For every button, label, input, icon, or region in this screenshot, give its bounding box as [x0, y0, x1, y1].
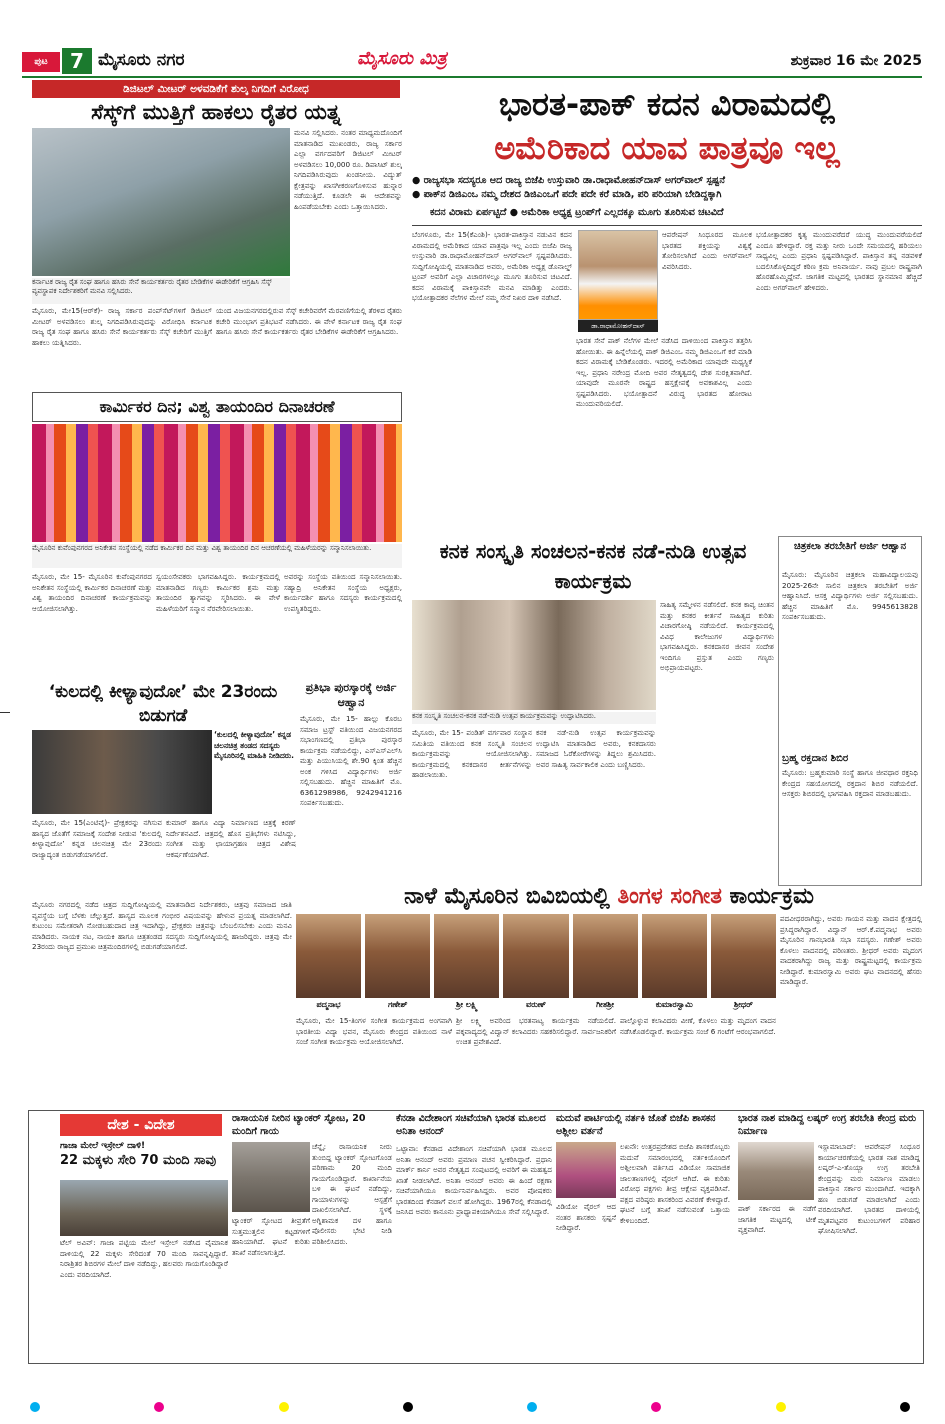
- main-subhead-1: ● ರಾಜ್ಯಸಭಾ ಸದಸ್ಯರೂ ಆದ ರಾಜ್ಯ ಬಿಜೆಪಿ ಉಸ್ತುವಾರಿ ಡಾ.ರಾಧಾಮೋಹನ್‌ದಾಸ್ ಅಗರ್‌ವಾಲ್ ಸ್ಪಷ್ಟನೆ: [412, 175, 725, 186]
- main-text-col2: ಆಪರೇಷನ್ ಸಿಂಧೂರದ ಮೂಲಕ ಭಾರತದ ಶಕ್ತಿಯನ್ನು ವಿಶ್ವಕ್ಕೆ ತೋರಿಸಲಾಗಿದೆ ಎಂದು ಅಗರ್‌ವಾಲ್ ವಿವರಿಸಿದರು.: [662, 230, 752, 271]
- tanker-text: ಚೆನ್ನೈ: ರಾಸಾಯನಿಕ ನೀರು ತುಂಬಿದ್ದ ಟ್ಯಾಂಕರ್ ಸ್ಫೋಟಗೊಂಡ ಪರಿಣಾಮ 20 ಮಂದಿ ಗಾಯಗೊಂಡಿದ್ದಾರೆ. ಕಾರ್ಖಾನೆಯ ಬಳಿ ಈ ಘಟನೆ ನಡೆದಿದ್ದು, ಗಾಯಾಳುಗಳನ್ನು ಆಸ್ಪತ್ರೆಗೆ ದಾಖಲಿಸಲಾಗಿದೆ. ಸ್ಥಳಕ್ಕೆ ಅಗ್ನಿಶಾಮಕ ದಳ ಹಾಗೂ ಪೊಲೀಸರು ಭೇಟಿ ನೀಡಿ ಪರಿಶೀಲಿಸಿದರು.: [312, 1142, 392, 1246]
- lashkar-photo: [738, 1142, 814, 1200]
- story6-text-col2: ಮೈಸೂರು, ಮೇ 15- ಪಂಡಿತ್ ವರ್ಗವಾರ ಸಂಸ್ಥಾನ ಸಮಿತಿಯ ವತಿಯಿಂದ ಕನಕ ಸಂಸ್ಕೃತಿ ಸಂಚಲನ ಕಾರ್ಯಕ್ರಮವನ್ನು ಆಯೋಜಿಸಲಾಗಿತ್ತು. ಕಾರ್ಯಕ್ರಮದಲ್ಲಿ ಕನಕದಾಸರ ಕೀರ್ತನೆಗಳನ್ನು ಹಾಡಲಾಯಿತು.: [412, 728, 532, 779]
- main-headline-line2: ಅಮೆರಿಕಾದ ಯಾವ ಪಾತ್ರವೂ ಇಲ್ಲ: [494, 129, 840, 167]
- story7-text-col2: ಶ್ರೀ ಲಕ್ಷ್ಮಿ ಅವರಿಂದ ಭರತನಾಟ್ಯ ಕಾರ್ಯಕ್ರಮ ನಡೆಯಲಿದೆ. ಪಕ್ಕವಾದ್ಯದಲ್ಲಿ ವಿದ್ವಾನ್ ಕಲಾವಿದರು ಸಹಕರಿಸಲಿದ್ದಾರೆ. ಸಾರ್ವಜನಿಕರಿಗೆ ಉಚಿತ ಪ್ರವೇಶವಿದೆ.: [456, 1016, 616, 1046]
- tanker-text-2: ಟ್ಯಾಂಕರ್ ಸ್ಫೋಟದ ತೀವ್ರತೆಗೆ ಸುತ್ತಮುತ್ತಲಿನ ಕಟ್ಟಡಗಳಿಗೆ ಹಾನಿಯಾಗಿದೆ. ಘಟನೆ ಕುರಿತು ತನಿಖೆ ನಡೆಸಲಾಗುತ್ತಿದೆ.: [232, 1216, 310, 1257]
- main-portrait-photo: [578, 230, 658, 320]
- story1-caption: ಕರ್ನಾಟಕ ರಾಜ್ಯ ರೈತ ಸಂಘ ಹಾಗೂ ಹಸಿರು ಸೇನೆ ಕಾರ್ಯಕರ್ತರು ರೈತರ ಬೇಡಿಕೆಗಳ ಈಡೇರಿಕೆಗೆ ಆಗ್ರಹಿಸಿ ಸೆಸ್ಕ್ ವ್ಯವಸ್ಥಾಪಕ ನಿರ್ದೇಶಕರಿಗೆ ಮನವಿ ಸಲ್ಲಿಸಿದರು.: [32, 278, 290, 304]
- story6-text-col1: ಸಾಹಿತ್ಯ ಸಮ್ಮೇಳನ ನಡೆಸಲಿದೆ. ಕನಕ ಕಾವ್ಯ ಚಿಂತನ ಮತ್ತು ಕನಕರ ಕೀರ್ತನೆ ಸಾಹಿತ್ಯದ ಕುರಿತು ವಿಚಾರಗೋಷ್ಠಿ ನಡೆಯಲಿದೆ. ಕಾರ್ಯಕ್ರಮದಲ್ಲಿ ವಿವಿಧ ಕಾಲೇಜುಗಳ ವಿದ್ಯಾರ್ಥಿಗಳು ಭಾಗವಹಿಸಿದ್ದರು. ಕನಕದಾಸರ ಜೀವನ ಸಂದೇಶ ಇಂದಿಗೂ ಪ್ರಸ್ತುತ ಎಂದು ಗಣ್ಯರು ಅಭಿಪ್ರಾಯಪಟ್ಟರು.: [660, 600, 774, 672]
- story6-text-col3: ಕನಕ ನಡೆ-ನುಡಿ ಉತ್ಸವ ಕಾರ್ಯಕ್ರಮವನ್ನು ಉದ್ಘಾಟಿಸಿ ಮಾತನಾಡಿದ ಅವರು, ಕನಕದಾಸರು ಸಮಾಜದ ಓರೆಕೋರೆಗಳನ್ನು ತಿದ್ದಲು ಶ್ರಮಿಸಿದರು. ಅವರ ಸಾಹಿತ್ಯ ಸಾರ್ವಕಾಲಿಕ ಎಂದು ಬಣ್ಣಿಸಿದರು.: [536, 728, 656, 769]
- canada-headline: ಕೆನಡಾ ವಿದೇಶಾಂಗ ಸಚಿವೆಯಾಗಿ ಭಾರತ ಮೂಲದ ಅನಿತಾ ಆನಂದ್: [396, 1113, 546, 1137]
- mla-text: ಲಖನೌ: ಉತ್ತರಪ್ರದೇಶದ ಬಿಜೆಪಿ ಶಾಸಕರೊಬ್ಬರು ಮದುವೆ ಸಮಾರಂಭದಲ್ಲಿ ನರ್ತಕಿಯೊಂದಿಗೆ ಅಶ್ಲೀಲವಾಗಿ ವರ್ತಿಸಿದ ವಿಡಿಯೋ ಸಾಮಾಜಿಕ ಜಾಲತಾಣಗಳಲ್ಲಿ ವೈರಲ್ ಆಗಿದೆ. ಈ ಕುರಿತು ವಿರೋಧ ಪಕ್ಷಗಳು ತೀವ್ರ ಆಕ್ಷೇಪ ವ್ಯಕ್ತಪಡಿಸಿವೆ. ಪಕ್ಷದ ವರಿಷ್ಠರು ಶಾಸಕರಿಂದ ವಿವರಣೆ ಕೇಳಿದ್ದಾರೆ. ಘಟನೆ ಬಗ್ಗೆ ತನಿಖೆ ನಡೆಸುವಂತೆ ಒತ್ತಾಯ ಕೇಳಿಬಂದಿದೆ.: [620, 1142, 730, 1225]
- performer: [365, 914, 430, 1014]
- performer: [503, 914, 568, 1014]
- magenta-dot: [651, 1402, 661, 1412]
- gaza-photo: [60, 1180, 228, 1236]
- performer-photo: [711, 914, 776, 998]
- performer-photo: [365, 914, 430, 998]
- main-subhead-2: ● ಪಾಕ್‌ನ ಡಿಜಿಎಂಒ ನಮ್ಮ ದೇಶದ ಡಿಜಿಎಂಒಗೆ ಪದೇ ಪದೇ ಕರೆ ಮಾಡಿ, ಪರಿ ಪರಿಯಾಗಿ ಬೇಡಿದ್ದಕ್ಕಾಗಿ: [412, 189, 722, 200]
- story1-headline: ಸೆಸ್ಕ್‌ಗೆ ಮುತ್ತಿಗೆ ಹಾಕಲು ರೈತರ ಯತ್ನ: [91, 100, 341, 124]
- performer-photo: [573, 914, 638, 998]
- newspaper-logo: ಮೈಸೂರು ಮಿತ್ರ: [357, 48, 447, 69]
- performer-photo: [503, 914, 568, 998]
- story7-headline-highlight: ತಿಂಗಳ ಸಂಗೀತ: [617, 884, 722, 909]
- canada-text: ಒಟ್ಟಾವಾ: ಕೆನಡಾದ ವಿದೇಶಾಂಗ ಸಚಿವೆಯಾಗಿ ಭಾರತ ಮೂಲದ ಅನಿತಾ ಆನಂದ್ ಅವರು ಪ್ರಮಾಣ ವಚನ ಸ್ವೀಕರಿಸಿದ್ದಾರೆ. ಪ್ರಧಾನಿ ಮಾರ್ಕ್ ಕಾರ್ನಿ ಅವರ ನೇತೃತ್ವದ ಸಂಪುಟದಲ್ಲಿ ಅವರಿಗೆ ಈ ಮಹತ್ವದ ಖಾತೆ ನೀಡಲಾಗಿದೆ. ಅನಿತಾ ಆನಂದ್ ಅವರು ಈ ಹಿಂದೆ ರಕ್ಷಣಾ ಸಚಿವೆಯಾಗಿಯೂ ಕಾರ್ಯನಿರ್ವಹಿಸಿದ್ದರು. ಅವರ ಪೋಷಕರು ಭಾರತದಿಂದ ಕೆನಡಾಗೆ ವಲಸೆ ಹೋಗಿದ್ದರು. 1967ರಲ್ಲಿ ಕೆನಡಾದಲ್ಲಿ ಜನಿಸಿದ ಅವರು ಕಾನೂನು ಪ್ರಾಧ್ಯಾಪಕಿಯಾಗಿಯೂ ಸೇವೆ ಸಲ್ಲಿಸಿದ್ದಾರೆ.: [396, 1144, 552, 1216]
- sidebar-headline-1: ಚಿತ್ರಕಲಾ ತರಬೇತಿಗೆ ಅರ್ಜಿ ಆಹ್ವಾನ: [793, 541, 907, 552]
- performer: [573, 914, 638, 1014]
- black-dot: [900, 1402, 910, 1412]
- main-rule: [412, 225, 922, 226]
- performer-name: ಪದ್ಮನಾಭ: [316, 1000, 341, 1009]
- story3-headline: ‘ಕುಲದಲ್ಲಿ ಕೀಳ್ಯಾವುದೋ’ ಮೇ 23ರಂದು ಬಿಡುಗಡೆ: [48, 682, 278, 726]
- story2-headline: ಕಾರ್ಮಿಕರ ದಿನ; ವಿಶ್ವ ತಾಯಂದಿರ ದಿನಾಚರಣೆ: [32, 392, 402, 422]
- masthead: [22, 48, 922, 74]
- lashkar-text: ಇಸ್ಲಾಮಾಬಾದ್: ಆಪರೇಷನ್ ಸಿಂಧೂರ ಕಾರ್ಯಾಚರಣೆಯಲ್ಲಿ ಭಾರತ ನಾಶ ಮಾಡಿದ್ದ ಲಷ್ಕರ್-ಎ-ತೊಯ್ಬಾ ಉಗ್ರ ತರಬೇತಿ ಕೇಂದ್ರವನ್ನು ಮರು ನಿರ್ಮಾಣ ಮಾಡಲು ಪಾಕಿಸ್ತಾನ ಸರ್ಕಾರ ಮುಂದಾಗಿದೆ. ಇದಕ್ಕಾಗಿ ಹಣ ಬಿಡುಗಡೆ ಮಾಡಲಾಗಿದೆ ಎಂದು ವರದಿಯಾಗಿದೆ. ಭಾರತದ ದಾಳಿಯಲ್ಲಿ ಮೃತಪಟ್ಟವರ ಕುಟುಂಬಗಳಿಗೆ ಪರಿಹಾರ ಘೋಷಿಸಲಾಗಿದೆ.: [818, 1142, 920, 1235]
- main-text-col4: ಭಯೋತ್ಪಾದಕರ ಕೃತ್ಯ ಮುಂದುವರೆದರೆ ಯುದ್ಧ ಮುಂದುವರೆಯಲಿದೆ ಎಂದೂ ಹೇಳಿದ್ದಾರೆ. ರಕ್ತ ಮತ್ತು ನೀರು ಒಂದೇ ಸಮಯದಲ್ಲಿ ಹರಿಯಲು ಸಾಧ್ಯವಿಲ್ಲ ಎಂದು ಪ್ರಧಾನಿ ಸ್ಪಷ್ಟಪಡಿಸಿದ್ದಾರೆ. ಪಾಕಿಸ್ತಾನ ತನ್ನ ನಡವಳಿಕೆ ಬದಲಿಸಿಕೊಳ್ಳದಿದ್ದರೆ ಕಠಿಣ ಕ್ರಮ ಅನಿವಾರ್ಯ. ನಾವು ಪ್ರಬಲ ರಾಷ್ಟ್ರವಾಗಿ ಹೊರಹೊಮ್ಮಿದ್ದೇವೆ. ಜಾಗತಿಕ ಮಟ್ಟದಲ್ಲಿ ಭಾರತದ ಸ್ಥಾನಮಾನ ಹೆಚ್ಚಿದೆ ಎಂದು ಅಗರ್‌ವಾಲ್ ಹೇಳಿದರು.: [756, 230, 922, 292]
- performer-photo: [434, 914, 499, 998]
- section-name: ಮೈಸೂರು ನಗರ: [98, 50, 185, 70]
- lashkar-headline: ಭಾರತ ನಾಶ ಮಾಡಿದ್ದ ಲಷ್ಕರ್ ಉಗ್ರ ತರಬೇತಿ ಕೇಂದ್ರ ಮರು ನಿರ್ಮಾಣ: [738, 1113, 917, 1137]
- story6-headline: ಕನಕ ಸಂಸ್ಕೃತಿ ಸಂಚಲನ-ಕನಕ ನಡೆ-ನುಡಿ ಉತ್ಸವ ಕಾರ್ಯಕ್ರಮ: [439, 539, 747, 593]
- performer-photos: [296, 914, 776, 1014]
- main-text-col3: ಭಾರತ ಸೇನೆ ಪಾಕ್ ನೆಲೆಗಳ ಮೇಲೆ ನಡೆಸಿದ ದಾಳಿಯಿಂದ ಪಾಕಿಸ್ತಾನ ತತ್ತರಿಸಿ ಹೋಯಿತು. ಈ ಹಿನ್ನೆಲೆಯಲ್ಲಿ ಪಾಕ್ ಡಿಜಿಎಂಒ ನಮ್ಮ ಡಿಜಿಎಂಒಗೆ ಕರೆ ಮಾಡಿ ಕದನ ವಿರಾಮಕ್ಕೆ ಬೇಡಿಕೊಂಡರು. ಇದರಲ್ಲಿ ಅಮೆರಿಕಾದ ಯಾವುದೇ ಮಧ್ಯಸ್ಥಿಕೆ ಇಲ್ಲ. ಪ್ರಧಾನಿ ನರೇಂದ್ರ ಮೋದಿ ಅವರ ನೇತೃತ್ವದಲ್ಲಿ ದೇಶ ಸುರಕ್ಷಿತವಾಗಿದೆ. ಯಾವುದೇ ಮೂರನೇ ರಾಷ್ಟ್ರದ ಹಸ್ತಕ್ಷೇಪಕ್ಕೆ ಅವಕಾಶವಿಲ್ಲ ಎಂದು ಸ್ಪಷ್ಟಪಡಿಸಿದರು. ಭಯೋತ್ಪಾದನೆ ವಿರುದ್ಧ ಭಾರತದ ಹೋರಾಟ ಮುಂದುವರಿಯಲಿದೆ.: [576, 336, 752, 408]
- main-photo-caption: ಡಾ.ರಾಧಾಮೋಹನ್‌ದಾಸ್: [578, 320, 658, 332]
- story4-text: ಮೈಸೂರು, ಮೇ 15- ಹಾಲ್ಲು ಕೊರಬ ಸಮಾಜ ಟ್ರಸ್ಟ್ ವತಿಯಿಂದ ವಿಜಯನಗರದ ಸಭಾಂಗಣದಲ್ಲಿ ಪ್ರತಿಭಾ ಪುರಸ್ಕಾರ ಕಾರ್ಯಕ್ರಮ ನಡೆಯಲಿದ್ದು, ಎಸ್‌ಎಸ್‌ಎಲ್‌ಸಿ ಮತ್ತು ಪಿಯುಸಿಯಲ್ಲಿ ಶೇ.90 ಕ್ಕಿಂತ ಹೆಚ್ಚಿನ ಅಂಕ ಗಳಿಸಿದ ವಿದ್ಯಾರ್ಥಿಗಳು ಅರ್ಜಿ ಸಲ್ಲಿಸಬಹುದು. ಹೆಚ್ಚಿನ ಮಾಹಿತಿಗೆ ಮೊ. 6361298986, 9242941216 ಸಂಪರ್ಕಿಸಬಹುದು.: [300, 714, 402, 807]
- performer-photo: [296, 914, 361, 998]
- mla-text-2: ವಿಡಿಯೋ ವೈರಲ್ ಆದ ನಂತರ ಶಾಸಕರು ಸ್ಪಷ್ಟನೆ ನೀಡಿದ್ದಾರೆ.: [556, 1202, 616, 1232]
- mla-headline: ಮದುವೆ ಪಾರ್ಟಿಯಲ್ಲಿ ನರ್ತಕಿ ಜೊತೆ ಬಿಜೆಪಿ ಶಾಸಕನ ಅಶ್ಲೀಲ ವರ್ತನೆ: [556, 1113, 716, 1137]
- story7-headline: [296, 882, 922, 912]
- story3-caption: ‘ಕುಲದಲ್ಲಿ ಕೀಳ್ಯಾವುದೋ’ ಕನ್ನಡ ಚಲನಚಿತ್ರ ತಂಡದ ಸದಸ್ಯರು ಮೈಸೂರಿನಲ್ಲಿ ಮಾಹಿತಿ ನೀಡಿದರು.: [214, 730, 296, 814]
- performer-name: ಗೀತಶ್ರೀ: [596, 1000, 615, 1009]
- sidebar-text-2: ಮೈಸೂರು: ಬ್ರಹ್ಮಕುಮಾರಿ ಸಂಸ್ಥೆ ಹಾಗೂ ಜೀವಧಾರ ರಕ್ತನಿಧಿ ಕೇಂದ್ರದ ಸಹಯೋಗದಲ್ಲಿ ರಕ್ತದಾನ ಶಿಬಿರ ನಡೆಯಲಿದೆ. ಆಸಕ್ತರು ಶಿಬಿರದಲ್ಲಿ ಭಾಗವಹಿಸಿ ರಕ್ತದಾನ ಮಾಡಬಹುದು.: [782, 768, 918, 798]
- main-text-col1: ಬೆಂಗಳೂರು, ಮೇ 15(ಕೆಎಂಶಿ)- ಭಾರತ-ಪಾಕಿಸ್ತಾನ ನಡುವಿನ ಕದನ ವಿರಾಮದಲ್ಲಿ ಅಮೆರಿಕಾದ ಯಾವ ಪಾತ್ರವೂ ಇಲ್ಲ ಎಂದು ಬಿಜೆಪಿ ರಾಜ್ಯ ಉಸ್ತುವಾರಿ ಡಾ.ರಾಧಾಮೋಹನ್‌ದಾಸ್ ಅಗರ್‌ವಾಲ್ ಸ್ಪಷ್ಟಪಡಿಸಿದರು. ಸುದ್ದಿಗೋಷ್ಠಿಯಲ್ಲಿ ಮಾತನಾಡಿದ ಅವರು, ಅಮೆರಿಕಾ ಅಧ್ಯಕ್ಷ ಡೊನಾಲ್ಡ್ ಟ್ರಂಪ್ ಅವರಿಗೆ ಎಲ್ಲಾ ವಿಚಾರಗಳಲ್ಲೂ ಮೂಗು ತೂರಿಸುವ ಚಟವಿದೆ. ಕದನ ವಿರಾಮಕ್ಕೆ ಪಾಕಿಸ್ತಾನವೇ ಮನವಿ ಮಾಡಿತ್ತು ಎಂದರು. ಭಯೋತ್ಪಾದಕರ ನೆಲೆಗಳ ಮೇಲೆ ನಮ್ಮ ಸೇನೆ ನಿಖರ ದಾಳಿ ನಡೆಸಿದೆ.: [412, 230, 572, 302]
- mla-photo: [556, 1142, 616, 1198]
- yellow-dot: [279, 1402, 289, 1412]
- magenta-dot: [154, 1402, 164, 1412]
- story3-text-continued: ಮೈಸೂರು ನಗರದಲ್ಲಿ ನಡೆದ ಚಿತ್ರದ ಸುದ್ದಿಗೋಷ್ಠಿಯಲ್ಲಿ ಮಾತನಾಡಿದ ನಿರ್ದೇಶಕರು, ಚಿತ್ರವು ಸಮಾಜದ ಜಾತಿ ವ್ಯವಸ್ಥೆಯ ಬಗ್ಗೆ ಬೆಳಕು ಚೆಲ್ಲುತ್ತದೆ. ಹಾಸ್ಯದ ಮೂಲಕ ಗಂಭೀರ ವಿಷಯವನ್ನು ಹೇಳುವ ಪ್ರಯತ್ನ ಮಾಡಲಾಗಿದೆ. ಕುಟುಂಬ ಸಮೇತರಾಗಿ ನೋಡಬಹುದಾದ ಚಿತ್ರ ಇದಾಗಿದ್ದು, ಪ್ರೇಕ್ಷಕರು ಚಿತ್ರವನ್ನು ಬೆಂಬಲಿಸಬೇಕು ಎಂದು ಮನವಿ ಮಾಡಿದರು. ನಾಯಕ ನಟ, ನಾಯಕಿ ಹಾಗೂ ಚಿತ್ರತಂಡದ ಸದಸ್ಯರು ಸುದ್ದಿಗೋಷ್ಠಿಯಲ್ಲಿ ಹಾಜರಿದ್ದರು. ಚಿತ್ರವು ಮೇ 23ರಂದು ರಾಜ್ಯದ ಪ್ರಮುಖ ಚಿತ್ರಮಂದಿರಗಳಲ್ಲಿ ಬಿಡುಗಡೆಯಾಗಲಿದೆ.: [32, 900, 292, 951]
- sidebar-headline-2: ಬ್ರಹ್ಮ ರಕ್ತದಾನ ಶಿಬಿರ: [782, 753, 849, 764]
- gaza-kicker: ಗಾಜಾ ಮೇಲೆ ಇಸ್ರೇಲ್ ದಾಳಿ!: [60, 1141, 146, 1151]
- story7-text-col3: ಪಾಲ್ಗೊಳ್ಳುವ ಕಲಾವಿದರು ವೀಣೆ, ಕೊಳಲು ಮತ್ತು ಮೃದಂಗ ವಾದನ ನಡೆಸಿಕೊಡಲಿದ್ದಾರೆ. ಕಾರ್ಯಕ್ರಮ ಸಂಜೆ 6 ಗಂಟೆಗೆ ಆರಂಭವಾಗಲಿದೆ.: [620, 1016, 776, 1036]
- story2-caption: ಮೈಸೂರಿನ ಕುವೆಂಪುನಗರದ ಅನಿಕೇತನ ಸಂಸ್ಥೆಯಲ್ಲಿ ನಡೆದ ಕಾರ್ಮಿಕರ ದಿನ ಮತ್ತು ವಿಶ್ವ ತಾಯಂದಿರ ದಿನ ಆಚರಣೆಯಲ್ಲಿ ಮಹಿಳೆಯರನ್ನು ಸನ್ಮಾನಿಸಲಾಯಿತು.: [32, 544, 402, 568]
- registration-marks: [30, 1400, 910, 1414]
- story7-headline-part3: ಕಾರ್ಯಕ್ರಮ: [721, 884, 814, 909]
- story6-photo: [412, 600, 656, 710]
- story2-text-col1: ಮೈಸೂರು, ಮೇ 15- ಮೈಸೂರಿನ ಕುವೆಂಪುನಗರದ ಅನಿಕೇತನ ಸಂಸ್ಥೆಯಲ್ಲಿ ಕಾರ್ಮಿಕರ ದಿನಾಚರಣೆ ಮತ್ತು ವಿಶ್ವ ತಾಯಂದಿರ ದಿನಾಚರಣೆ ಕಾರ್ಯಕ್ರಮವನ್ನು ಆಯೋಜಿಸಲಾಗಿತ್ತು.: [32, 572, 152, 613]
- main-headline-line1: ಭಾರತ-ಪಾಕ್ ಕದನ ವಿರಾಮದಲ್ಲಿ: [498, 85, 836, 123]
- yellow-dot: [776, 1402, 786, 1412]
- performer: [711, 914, 776, 1014]
- performer-name: ವರುಣ್: [525, 1000, 546, 1009]
- story1-text-col2: ಮೈಸೂರು, ಮೇ15(ಆರ್‌ಕೆ)- ರಾಜ್ಯ ಸರ್ಕಾರ ಪಂಪ್‌ಸೆಟ್‌ಗಳಿಗೆ ಡಿಜಿಟಲ್ ಮೀಟರ್ ಅಳವಡಿಸಲು ಶುಲ್ಕ ನಿಗದಿಪಡಿಸಿರುವುದನ್ನು ವಿರೋಧಿಸಿ ಕರ್ನಾಟಕ ರಾಜ್ಯ ರೈತ ಸಂಘ ಹಾಗೂ ಹಸಿರು ಸೇನೆ ಕಾರ್ಯಕರ್ತರು ಸೆಸ್ಕ್ ಕಚೇರಿಗೆ ಮುತ್ತಿಗೆ ಹಾಕಲು ಯತ್ನಿಸಿದರು.: [32, 306, 212, 347]
- performer-name: ಶ್ರೀಧರ್: [733, 1000, 753, 1009]
- issue-date: ಶುಕ್ರವಾರ 16 ಮೇ 2025: [790, 53, 922, 69]
- story2-group-photo: [32, 424, 402, 542]
- gaza-headline: 22 ಮಕ್ಕಳು ಸೇರಿ 70 ಮಂದಿ ಸಾವು: [60, 1153, 217, 1168]
- performer: [434, 914, 499, 1014]
- story4-headline: ಪ್ರತಿಭಾ ಪುರಸ್ಕಾರಕ್ಕೆ ಅರ್ಜಿ ಆಹ್ವಾನ: [305, 681, 397, 709]
- page-number: 7: [62, 48, 92, 74]
- story1-kicker: ಡಿಜಿಟಲ್ ಮೀಟರ್ ಅಳವಡಿಕೆಗೆ ಶುಲ್ಕ ನಿಗದಿಗೆ ವಿರೋಧ: [32, 80, 400, 98]
- story6-caption: ಕನಕ ಸಂಸ್ಕೃತಿ ಸಂಚಲನ-ಕನಕ ನಡೆ-ನುಡಿ ಉತ್ಸವ ಕಾರ್ಯಕ್ರಮವನ್ನು ಉದ್ಘಾಟಿಸಿದರು.: [412, 712, 656, 724]
- tanker-photo: [232, 1142, 310, 1212]
- story3-text-col2: ಕುಮಾರ್ ಹಾಗೂ ವಿದ್ಯಾ ನಿರ್ಮಾಣದ ಚಿತ್ರಕ್ಕೆ ಕಿರಣ್ ನಿರ್ದೇಶನವಿದೆ. ಚಿತ್ರದಲ್ಲಿ ಹೊಸ ಪ್ರತಿಭೆಗಳು ನಟಿಸಿದ್ದು, ಸಂಗೀತ ಮತ್ತು ಛಾಯಾಗ್ರಹಣ ಚಿತ್ರದ ವಿಶೇಷ ಆಕರ್ಷಣೆಯಾಗಿದೆ.: [166, 818, 296, 859]
- story2-text-col2: ಸ್ವಯಂಸೇವಕರು ಭಾಗವಹಿಸಿದ್ದರು. ಕಾರ್ಯಕ್ರಮದಲ್ಲಿ ಮಾತನಾಡಿದ ಗಣ್ಯರು ಕಾರ್ಮಿಕರ ಶ್ರಮ ಮತ್ತು ತಾಯಂದಿರ ತ್ಯಾಗವನ್ನು ಸ್ಮರಿಸಿದರು. ಈ ವೇಳೆ ಮಹಿಳೆಯರಿಗೆ ಸನ್ಮಾನ ನೆರವೇರಿಸಲಾಯಿತು.: [156, 572, 280, 613]
- sidebar-text-1: ಮೈಸೂರು: ಮೈಸೂರಿನ ಚಿತ್ರಕಲಾ ಮಹಾವಿದ್ಯಾಲಯವು 2025-26ನೇ ಸಾಲಿನ ಚಿತ್ರಕಲಾ ತರಬೇತಿಗೆ ಅರ್ಜಿ ಆಹ್ವಾನಿಸಿದೆ. ಆಸಕ್ತ ವಿದ್ಯಾರ್ಥಿಗಳು ಅರ್ಜಿ ಸಲ್ಲಿಸಬಹುದು. ಹೆಚ್ಚಿನ ಮಾಹಿತಿಗೆ ಮೊ. 9945613828 ಸಂಪರ್ಕಿಸಬಹುದು.: [782, 570, 918, 621]
- performer: [642, 914, 707, 1014]
- world-news-tag: ದೇಶ - ವಿದೇಶ: [60, 1114, 222, 1136]
- tanker-headline: ರಾಸಾಯನಿಕ ನೀರಿನ ಟ್ಯಾಂಕರ್ ಸ್ಫೋಟ, 20 ಮಂದಿಗೆ ಗಾಯ: [232, 1113, 366, 1137]
- performer-name: ಗಣೇಶ್: [387, 1000, 408, 1009]
- story3-text-col1: ಮೈಸೂರು, ಮೇ 15(ಎಂಟಿವೈ)- ಪ್ರೇಕ್ಷಕರನ್ನು ನಗಿಸುವ ಹಾಸ್ಯದ ಜೊತೆಗೆ ಸಮಾಜಕ್ಕೆ ಸಂದೇಶ ನೀಡುವ ‘ಕುಲದಲ್ಲಿ ಕೀಳ್ಯಾವುದೋ’ ಕನ್ನಡ ಚಲನಚಿತ್ರ ಮೇ 23ರಂದು ರಾಜ್ಯಾದ್ಯಂತ ಬಿಡುಗಡೆಯಾಗಲಿದೆ.: [32, 818, 162, 859]
- performer-photo: [642, 914, 707, 998]
- gaza-text: ಟೆಲ್ ಅವಿವ್: ಗಾಜಾ ಪಟ್ಟಿಯ ಮೇಲೆ ಇಸ್ರೇಲ್ ನಡೆಸಿದ ವೈಮಾನಿಕ ದಾಳಿಯಲ್ಲಿ 22 ಮಕ್ಕಳು ಸೇರಿದಂತೆ 70 ಮಂದಿ ಸಾವನ್ನಪ್ಪಿದ್ದಾರೆ. ನಿರಾಶ್ರಿತರ ಶಿಬಿರಗಳ ಮೇಲೆ ದಾಳಿ ನಡೆದಿದ್ದು, ಹಲವರು ಗಾಯಗೊಂಡಿದ್ದಾರೆ ಎಂದು ವರದಿಯಾಗಿದೆ.: [60, 1238, 228, 1279]
- story7-text-col1: ಮೈಸೂರು, ಮೇ 15-ತಿಂಗಳ ಸಂಗೀತ ಕಾರ್ಯಕ್ರಮದ ಅಂಗವಾಗಿ ಭಾರತೀಯ ವಿದ್ಯಾ ಭವನ, ಮೈಸೂರು ಕೇಂದ್ರದ ವತಿಯಿಂದ ನಾಳೆ ಸಂಜೆ ಸಂಗೀತ ಕಾರ್ಯಕ್ರಮ ಆಯೋಜಿಸಲಾಗಿದೆ.: [296, 1016, 452, 1046]
- crop-mark: [0, 712, 10, 713]
- story1-photo: [32, 128, 290, 276]
- page-label: ಪುಟ: [22, 52, 60, 72]
- cyan-dot: [527, 1402, 537, 1412]
- performer-name: ಶ್ರೀ ಲಕ್ಷ್ಮಿ: [455, 1000, 478, 1009]
- black-dot: [403, 1402, 413, 1412]
- story1-text-col1: ಮನವಿ ಸಲ್ಲಿಸಿದರು. ನಂತರ ಮಾಧ್ಯಮದೊಂದಿಗೆ ಮಾತನಾಡಿದ ಮುಖಂಡರು, ರಾಜ್ಯ ಸರ್ಕಾರ ಎಲ್ಲಾ ವರ್ಗದವರಿಗೆ ಡಿಜಿಟಲ್ ಮೀಟರ್ ಅಳವಡಿಸಲು 10,000 ರೂ. ಡಿಪಾಸಿಟ್ ಶುಲ್ಕ ನಿಗದಿಪಡಿಸಿರುವುದು ಖಂಡನೀಯ. ವಿದ್ಯುತ್ ಕ್ಷೇತ್ರವನ್ನು ಖಾಸಗೀಕರಣಗೊಳಿಸುವ ಹುನ್ನಾರ ನಡೆಯುತ್ತಿದೆ. ಕೂಡಲೇ ಈ ಆದೇಶವನ್ನು ಹಿಂಪಡೆಯಬೇಕು ಎಂದು ಒತ್ತಾಯಿಸಿದರು.: [294, 128, 402, 211]
- story7-headline-part1: ನಾಳೆ ಮೈಸೂರಿನ ಬಿವಿಬಿಯಲ್ಲಿ: [404, 884, 618, 909]
- cyan-dot: [30, 1402, 40, 1412]
- story1-text-col3: ಯಂದ ವಿಜಯನಗರದಲ್ಲಿರುವ ಸೆಸ್ಕ್ ಕಚೇರಿವರೆಗೆ ಮೆರವಣಿಗೆಯಲ್ಲಿ ತೆರಳಿದ ರೈತರು ಕಚೇರಿ ಮುಂಭಾಗ ಪ್ರತಿಭಟನೆ ನಡೆಸಿದರು. ಈ ವೇಳೆ ಕರ್ನಾಟಕ ರಾಜ್ಯ ರೈತ ಸಂಘ ಹಾಗೂ ಹಸಿರು ಸೇನೆ ಕಾರ್ಯಕರ್ತರು ರೈತರ ಬೇಡಿಕೆಗಳ ಈಡೇರಿಕೆಗೆ ಆಗ್ರಹಿಸಿದರು.: [216, 306, 402, 336]
- lashkar-text-2: ಪಾಕ್ ಸರ್ಕಾರದ ಈ ನಡೆಗೆ ಜಾಗತಿಕ ಮಟ್ಟದಲ್ಲಿ ಟೀಕೆ ವ್ಯಕ್ತವಾಗಿದೆ.: [738, 1204, 816, 1234]
- story3-photo: [32, 730, 212, 814]
- main-subhead-3: ಕದನ ವಿರಾಮ ಏರ್ಪಟ್ಟಿದೆ ● ಅಮೆರಿಕಾ ಅಧ್ಯಕ್ಷ ಟ್ರಂಪ್‌ಗೆ ಎಲ್ಲದಕ್ಕೂ ಮೂಗು ತೂರಿಸುವ ಚಟವಿದೆ: [430, 207, 724, 218]
- story2-text-col3: ಅವರನ್ನು ಸಂಸ್ಥೆಯ ವತಿಯಿಂದ ಸನ್ಮಾನಿಸಲಾಯಿತು. ಸಹ್ಯಾದ್ರಿ ಅನಿಕೇತನ ಸಂಸ್ಥೆಯ ಅಧ್ಯಕ್ಷರು, ಕಾರ್ಯದರ್ಶಿ ಹಾಗೂ ಸದಸ್ಯರು ಕಾರ್ಯಕ್ರಮದಲ್ಲಿ ಉಪಸ್ಥಿತರಿದ್ದರು.: [284, 572, 402, 613]
- masthead-rule: [22, 76, 922, 78]
- story7-text-col4: ಪದವೀಧರರಾಗಿದ್ದು, ಅವರು ಗಾಯನ ಮತ್ತು ವಾದನ ಕ್ಷೇತ್ರದಲ್ಲಿ ಪ್ರಸಿದ್ಧರಾಗಿದ್ದಾರೆ. ವಿದ್ವಾನ್ ಆರ್.ಕೆ.ಪದ್ಮನಾಭ ಅವರು ಮೈಸೂರಿನ ಗಾನಭಾರತಿ ಸಭಾ ಸದಸ್ಯರು. ಗಣೇಶ್ ಅವರು ಕೊಳಲು ವಾದನದಲ್ಲಿ ಪರಿಣತರು. ಶ್ರೀಧರ್ ಅವರು ಮೃದಂಗ ವಾದಕರಾಗಿದ್ದು ರಾಜ್ಯ ಮತ್ತು ರಾಷ್ಟ್ರಮಟ್ಟದಲ್ಲಿ ಕಾರ್ಯಕ್ರಮ ನೀಡಿದ್ದಾರೆ. ಕುಮಾರಸ್ವಾಮಿ ಅವರು ಘಟ ವಾದನದಲ್ಲಿ ಹೆಸರು ಮಾಡಿದ್ದಾರೆ.: [780, 914, 922, 986]
- performer-name: ಕುಮಾರಸ್ವಾಮಿ: [655, 1000, 693, 1009]
- performer: [296, 914, 361, 1014]
